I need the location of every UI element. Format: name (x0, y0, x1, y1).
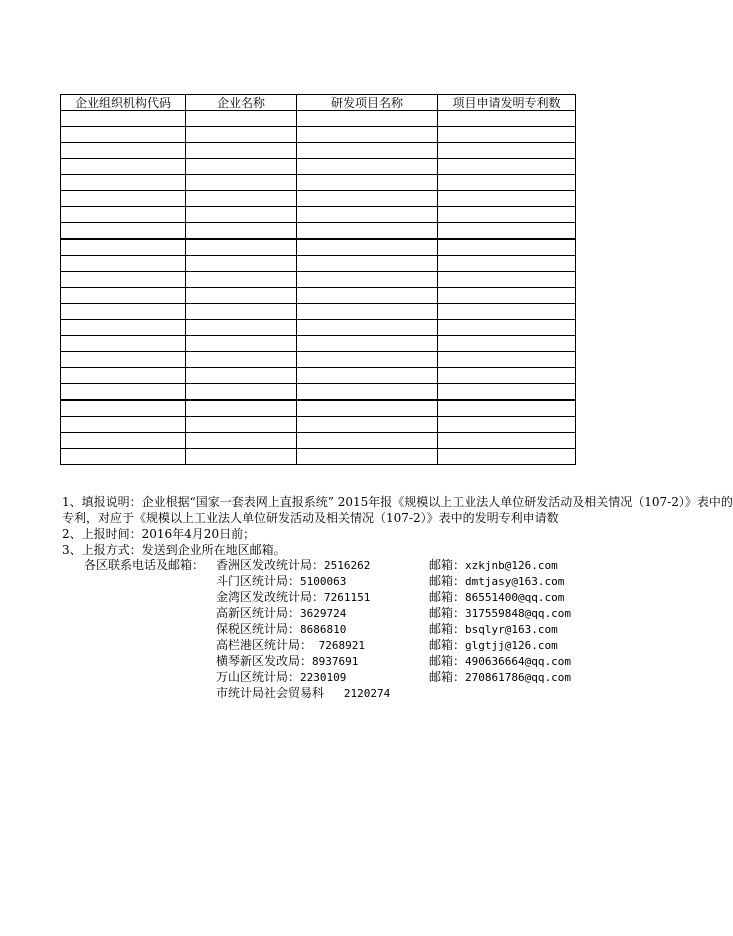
table-cell[interactable] (297, 127, 438, 143)
table-row (61, 159, 576, 175)
contact-phone: 2516262 (324, 559, 371, 572)
table-row (61, 320, 576, 336)
table-cell[interactable] (186, 288, 297, 304)
table-cell[interactable] (297, 207, 438, 223)
table-row (61, 127, 576, 143)
contact-office-phone (216, 621, 346, 638)
table-row (61, 239, 576, 256)
table-cell[interactable] (186, 368, 297, 384)
table-row (61, 352, 576, 368)
contacts-intro: 各区联系电话及邮箱： (84, 558, 205, 572)
table-cell[interactable] (61, 400, 186, 417)
table-cell[interactable] (61, 143, 186, 159)
contact-email (429, 557, 558, 574)
contact-office: 香洲区发改统计局： (216, 558, 325, 572)
table-cell[interactable] (438, 400, 576, 417)
table-cell[interactable] (61, 207, 186, 223)
table-cell[interactable] (61, 175, 186, 191)
table-cell[interactable] (186, 272, 297, 288)
table-row (61, 272, 576, 288)
contact-office-phone (216, 669, 346, 686)
table-cell[interactable] (297, 336, 438, 352)
email-prefix: 邮箱： (429, 654, 466, 668)
table-cell[interactable] (297, 272, 438, 288)
table-row (61, 336, 576, 352)
table-cell[interactable] (186, 384, 297, 401)
contact-row (0, 685, 662, 701)
email-address: dmtjasy@163.com (465, 575, 565, 588)
contact-row (0, 669, 662, 685)
table-cell[interactable] (438, 127, 576, 143)
contact-email (429, 573, 564, 590)
email-prefix: 邮箱： (429, 638, 466, 652)
table-cell[interactable] (297, 400, 438, 417)
table-cell[interactable] (186, 433, 297, 449)
table-cell[interactable] (186, 159, 297, 175)
contact-email (429, 653, 571, 670)
table-cell[interactable] (61, 239, 186, 256)
table-cell[interactable] (297, 111, 438, 127)
table-cell[interactable] (61, 127, 186, 143)
table-row (61, 191, 576, 207)
table-row (61, 288, 576, 304)
table-cell[interactable] (297, 433, 438, 449)
table-cell[interactable] (297, 159, 438, 175)
table-cell[interactable] (186, 127, 297, 143)
email-address: 490636664@qq.com (465, 655, 571, 668)
table-cell[interactable] (438, 384, 576, 401)
table-cell[interactable] (61, 288, 186, 304)
table-cell[interactable] (438, 352, 576, 368)
email-prefix: 邮箱： (429, 574, 466, 588)
table-cell[interactable] (61, 352, 186, 368)
table-cell[interactable] (438, 256, 576, 272)
email-address: 317559848@qq.com (465, 607, 571, 620)
table-cell[interactable] (186, 143, 297, 159)
contact-office-phone (216, 637, 365, 654)
note-line-3: 2、上报时间：2016年4月20日前； (62, 527, 256, 541)
contact-office: 保税区统计局： (216, 622, 301, 636)
table-cell[interactable] (61, 111, 186, 127)
contact-email (429, 621, 558, 638)
table-cell[interactable] (186, 175, 297, 191)
contact-row (0, 589, 662, 605)
table-cell[interactable] (438, 272, 576, 288)
contact-row (0, 621, 662, 637)
table-cell[interactable] (438, 304, 576, 320)
table-row (61, 384, 576, 401)
table-cell[interactable] (61, 433, 186, 449)
contact-office-phone (216, 557, 370, 574)
table-cell[interactable] (186, 256, 297, 272)
contact-email (429, 669, 571, 686)
table-cell[interactable] (438, 175, 576, 191)
contact-row (0, 605, 662, 621)
table-cell[interactable] (61, 191, 186, 207)
contact-office: 市统计局社会贸易科 (216, 686, 325, 700)
table-cell[interactable] (438, 336, 576, 352)
contact-office-phone (216, 653, 358, 670)
table-cell[interactable] (297, 256, 438, 272)
table-cell[interactable] (438, 288, 576, 304)
contact-office: 万山区统计局： (216, 670, 301, 684)
email-address: bsqlyr@163.com (465, 623, 558, 636)
contact-phone: 3629724 (300, 607, 347, 620)
table-cell[interactable] (438, 320, 576, 336)
table-cell[interactable] (61, 336, 186, 352)
contact-phone: 7261151 (324, 591, 371, 604)
contacts-section (0, 557, 662, 701)
table-cell[interactable] (297, 384, 438, 401)
table-cell[interactable] (438, 159, 576, 175)
table-row (61, 207, 576, 223)
contact-office-phone (216, 589, 370, 606)
table-row (61, 223, 576, 240)
table-row (61, 256, 576, 272)
table-cell[interactable] (438, 143, 576, 159)
contact-email (429, 589, 564, 606)
email-address: glgtjj@126.com (465, 639, 558, 652)
table-cell[interactable] (297, 417, 438, 433)
table-row (61, 417, 576, 433)
table-cell[interactable] (61, 368, 186, 384)
table-cell[interactable] (186, 207, 297, 223)
table-header-row (61, 95, 576, 111)
contact-phone: 5100063 (300, 575, 347, 588)
email-address: 86551400@qq.com (465, 591, 565, 604)
table-cell[interactable] (61, 417, 186, 433)
table-cell[interactable] (186, 304, 297, 320)
email-prefix: 邮箱： (429, 558, 466, 572)
patent-report-table (60, 94, 576, 465)
contact-office-phone (216, 685, 390, 702)
table-cell[interactable] (297, 239, 438, 256)
contact-phone: 2230109 (300, 671, 347, 684)
table-cell[interactable] (438, 239, 576, 256)
table-cell[interactable] (297, 143, 438, 159)
table-cell[interactable] (186, 400, 297, 417)
table-cell[interactable] (61, 272, 186, 288)
table-cell[interactable] (297, 352, 438, 368)
table-row (61, 304, 576, 320)
email-prefix: 邮箱： (429, 670, 466, 684)
table-cell[interactable] (297, 191, 438, 207)
table-cell[interactable] (297, 320, 438, 336)
contact-email (429, 605, 571, 622)
table-cell[interactable] (297, 368, 438, 384)
contact-office-phone (216, 605, 346, 622)
contact-office: 斗门区统计局： (216, 574, 301, 588)
note-line-4: 3、上报方式：发送到企业所在地区邮箱。 (62, 543, 286, 557)
table-cell[interactable] (61, 320, 186, 336)
contact-row (0, 573, 662, 589)
table-cell[interactable] (186, 336, 297, 352)
contact-phone: 8937691 (312, 655, 359, 668)
header-company-name: 企业名称 (186, 95, 297, 111)
header-patent-count: 项目申请发明专利数 (438, 95, 576, 111)
table-cell[interactable] (186, 449, 297, 465)
email-prefix: 邮箱： (429, 590, 466, 604)
table-cell[interactable] (61, 304, 186, 320)
table-cell[interactable] (186, 191, 297, 207)
email-address: xzkjnb@126.com (465, 559, 558, 572)
table-cell[interactable] (297, 449, 438, 465)
table-cell[interactable] (438, 417, 576, 433)
table-row (61, 400, 576, 417)
table-cell[interactable] (438, 111, 576, 127)
table-cell[interactable] (61, 449, 186, 465)
table-cell[interactable] (438, 207, 576, 223)
contact-row (0, 637, 662, 653)
table-cell[interactable] (438, 449, 576, 465)
table-cell[interactable] (297, 175, 438, 191)
table-cell[interactable] (438, 433, 576, 449)
contact-office: 高新区统计局： (216, 606, 301, 620)
contact-office-phone (216, 573, 346, 590)
table-cell[interactable] (297, 288, 438, 304)
table-cell[interactable] (297, 223, 438, 240)
note-line-1: 1、填报说明：企业根据“国家一套表网上直报系统” 2015年报《规模以上工业法人单位研发活动及相关情况（107-2）》表中的 (62, 495, 733, 509)
table-row (61, 449, 576, 465)
table-row (61, 111, 576, 127)
table-cell[interactable] (61, 223, 186, 240)
table-row (61, 143, 576, 159)
table-cell[interactable] (186, 320, 297, 336)
table-row (61, 175, 576, 191)
table-cell[interactable] (438, 191, 576, 207)
note-line-2: 专利，对应于《规模以上工业法人单位研发活动及相关情况（107-2）》表中的发明专利申请数 (62, 511, 559, 525)
notes-section (62, 494, 733, 558)
table-cell[interactable] (297, 304, 438, 320)
email-address: 270861786@qq.com (465, 671, 571, 684)
contact-phone: 7268921 (312, 639, 365, 652)
email-prefix: 邮箱： (429, 606, 466, 620)
table-cell[interactable] (438, 223, 576, 240)
contact-office: 高栏港区统计局： (216, 638, 313, 652)
table-cell[interactable] (61, 384, 186, 401)
header-org-code: 企业组织机构代码 (61, 95, 186, 111)
table-cell[interactable] (186, 352, 297, 368)
contact-office: 金湾区发改统计局： (216, 590, 325, 604)
table-cell[interactable] (186, 223, 297, 240)
contact-row (0, 557, 662, 573)
table-cell[interactable] (438, 368, 576, 384)
table-cell[interactable] (61, 256, 186, 272)
contact-email (429, 637, 558, 654)
table-cell[interactable] (61, 159, 186, 175)
table-cell[interactable] (186, 111, 297, 127)
table-row (61, 433, 576, 449)
table-cell[interactable] (186, 239, 297, 256)
contact-row (0, 653, 662, 669)
contact-phone: 8686810 (300, 623, 347, 636)
table-row (61, 368, 576, 384)
contact-office: 横琴新区发改局： (216, 654, 313, 668)
table-cell[interactable] (186, 417, 297, 433)
contact-phone: 2120274 (324, 687, 391, 700)
header-project-name: 研发项目名称 (297, 95, 438, 111)
email-prefix: 邮箱： (429, 622, 466, 636)
